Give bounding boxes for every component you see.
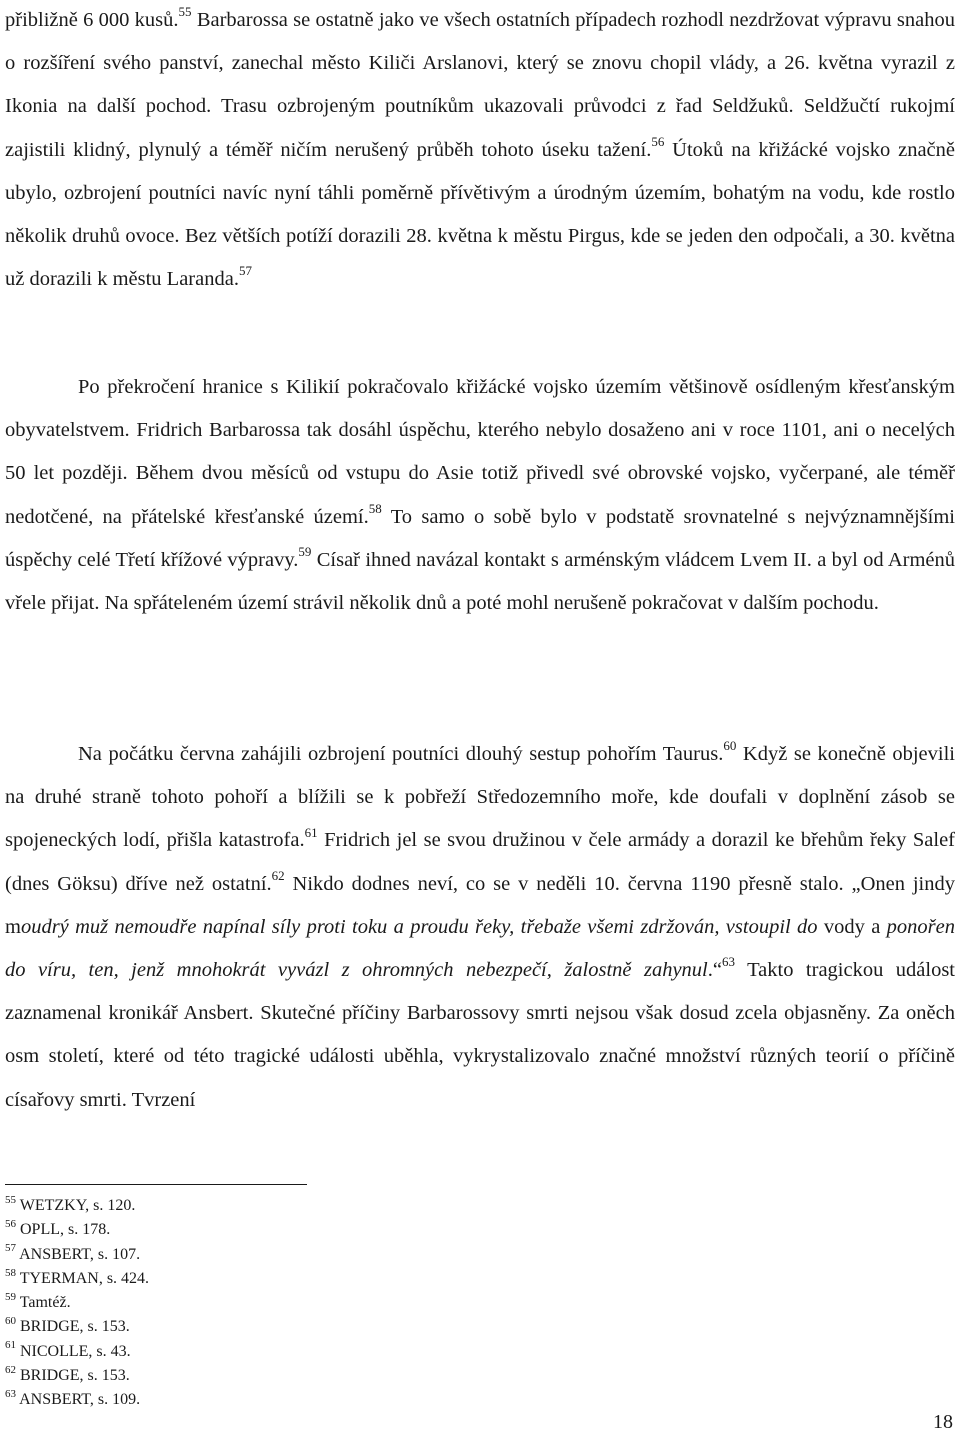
footnote — [5, 1218, 149, 1242]
footnote-number: 55 — [5, 1193, 16, 1206]
page-number: 18 — [933, 1411, 953, 1433]
paragraph-2 — [5, 366, 955, 625]
document-page — [5, 0, 955, 1440]
footnote-reference: 63 — [722, 954, 735, 970]
text-run: Když se konečně objevili na druhé straně tohoto pohoří a blížili se k pobřeží Středozemního moře, kde doufali v doplnění zásob se spojeneckých lodí, přišla katastrofa. — [5, 743, 955, 852]
footnote-number: 60 — [5, 1315, 16, 1328]
text-run: přibližně 6 000 kusů. — [5, 9, 179, 31]
footnote-text: BRIDGE, s. 153. — [16, 1367, 130, 1385]
footnote-text: WETZKY, s. 120. — [16, 1197, 136, 1214]
footnote — [5, 1315, 149, 1339]
footnote-reference: 60 — [723, 738, 737, 754]
italic-quotation: ponořen do víru, ten, jenž mnohokrát vyvázl z ohromných nebezpečí, žalostně zahynul — [5, 915, 955, 982]
footnote-reference: 56 — [651, 133, 665, 149]
footnote — [5, 1243, 149, 1267]
text-run: .“ — [707, 959, 722, 982]
footnote-text: ANSBERT, s. 107. — [16, 1245, 141, 1263]
text-run: Barbarossa se ostatně jako ve všech ostatních případech rozhodl nezdržovat výpravu snahou o rozšíření svého panství, zanechal město Kiliči Arslanovi, který se znovu chopil vlády, a 26. května vyrazil z Ikonia na další pochod. Trasu ozbrojeným poutníkům ukazovali průvodci z řad Seldžuků. Seldžučtí rukojmí zajistili klidný, plynulý a téměř ničím nerušený průběh tohoto úseku tažení. — [5, 9, 955, 161]
text-run: Císař ihned navázal kontakt s arménským vládcem Lvem II. a byl od Arménů vřele přijat. Na spřáteleném území strávil několik dnů a poté mohl nerušeně pokračovat v dalším pochodu. — [5, 548, 956, 615]
footnote-separator — [5, 1184, 307, 1185]
italic-quotation: oudrý muž nemoudře napínal síly proti toku a proudu řeky, třebaže všemi zdržován, vstoupil do — [20, 915, 818, 938]
footnote-text: Tamtéž. — [16, 1294, 71, 1312]
footnote-text: NICOLLE, s. 43. — [16, 1342, 131, 1360]
footnote-reference: 62 — [271, 867, 285, 883]
footnote-reference: 58 — [368, 500, 382, 516]
paragraph-1 — [5, 0, 955, 301]
footnote-text: BRIDGE, s. 153. — [16, 1318, 130, 1336]
footnote-number: 59 — [5, 1290, 16, 1303]
text-run: Po překročení hranice s Kilikií pokračovalo křižácké vojsko územím většinově osídleným křesťanským obyvatelstvem. Fridrich Barbarossa tak dosáhl úspěchu, kterého nebylo dosaženo ani v roce 1101, ani o necelých 50 let později. Během dvou měsíců od vstupu do Asie totiž přivedl své obrovské vojsko, vyčerpané, ale téměř nedotčené, na přátelské křesťanské území. — [5, 376, 955, 528]
text-run: vody a — [817, 915, 887, 938]
footnote — [5, 1291, 149, 1315]
footnote — [5, 1388, 149, 1412]
footnote-number: 62 — [5, 1363, 16, 1376]
footnote-reference: 57 — [238, 263, 252, 279]
footnote — [5, 1267, 149, 1291]
footnote-number: 61 — [5, 1339, 16, 1352]
footnote-number: 63 — [5, 1388, 16, 1401]
footnotes — [5, 1194, 149, 1413]
footnote — [5, 1364, 149, 1388]
text-run: Fridrich jel se svou družinou v čele armády a dorazil ke břehům řeky Salef (dnes Göksu) dříve než ostatní. — [5, 829, 956, 895]
text-run: Na počátku června zahájili ozbrojení poutníci dlouhý sestup pohořím Taurus. — [78, 743, 724, 765]
text-run: Nikdo dodnes neví, co se v neděli 10. června 1190 přesně stalo. „Onen jindy m — [5, 872, 955, 938]
footnote-reference: 59 — [298, 543, 312, 559]
footnote-text: TYERMAN, s. 424. — [16, 1269, 150, 1287]
text-run: Takto tragickou událost zaznamenal kronikář Ansbert. Skutečné příčiny Barbarossovy smrti nejsou však dosud zcela objasněny. Za oněch osm století, které od této tragické události uběhla, vykrystalizovalo značné množství různých teorií o příčině císařovy smrti. Tvrzení — [5, 959, 956, 1111]
footnote-number: 57 — [5, 1242, 16, 1255]
text-run: Útoků na křižácké vojsko značně ubylo, ozbrojení poutníci navíc nyní táhli poměrně přívětivým a úrodným územím, bohatým na vodu, kde rostlo několik druhů ovoce. Bez větších potíží dorazili 28. května k městu Pirgus, kde se jeden den odpočali, a 30. května už dorazili k městu Laranda. — [5, 138, 955, 291]
text-run: To samo o sobě bylo v podstatě srovnatelné s nejvýznamnějšími úspěchy celé Třetí křížové výpravy. — [5, 505, 955, 571]
footnote-number: 56 — [5, 1217, 16, 1230]
footnote-text: OPLL, s. 178. — [16, 1221, 111, 1239]
footnote — [5, 1194, 149, 1218]
footnote — [5, 1340, 149, 1364]
footnote-text: ANSBERT, s. 109. — [16, 1391, 141, 1409]
footnote-reference: 55 — [178, 4, 192, 20]
footnote-reference: 61 — [304, 824, 318, 840]
paragraph-3 — [5, 733, 955, 1122]
footnote-number: 58 — [5, 1266, 16, 1279]
